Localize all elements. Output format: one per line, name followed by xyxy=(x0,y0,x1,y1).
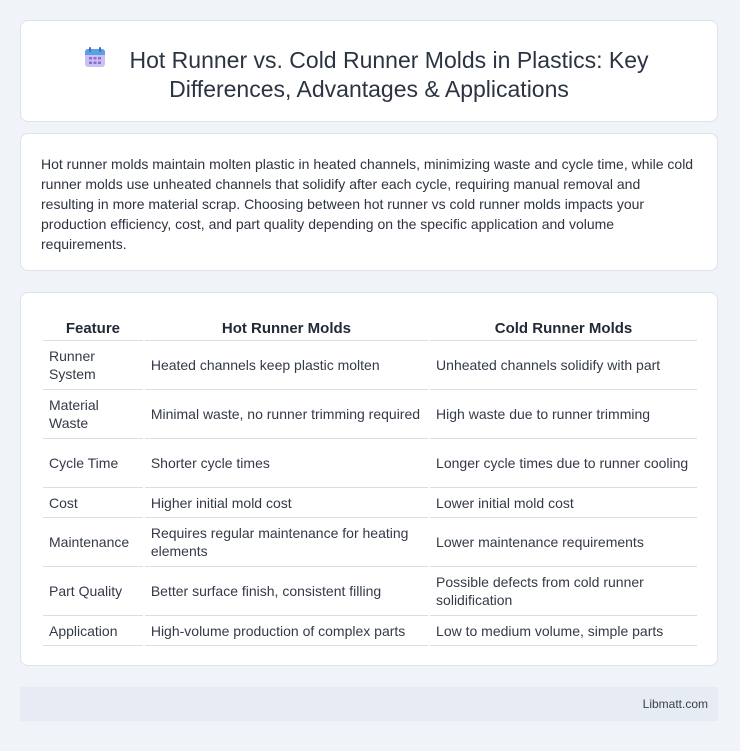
page-title-line-1: Hot Runner vs. Cold Runner Molds in Plastics: Key xyxy=(129,47,649,73)
header-hot-runner: Hot Runner Molds xyxy=(145,312,428,341)
hot-runner-cell: Requires regular maintenance for heating elements xyxy=(145,518,428,567)
footer-site-link[interactable]: Libmatt.com xyxy=(642,697,708,711)
footer-bar xyxy=(20,687,718,721)
feature-cell: Cycle Time xyxy=(43,439,143,488)
hot-runner-cell: Shorter cycle times xyxy=(145,439,428,488)
intro-paragraph: Hot runner molds maintain molten plastic in heated channels, minimizing waste and cycle time, while cold runner molds use unheated channels that solidify after each cycle, requiring manual removal and resulting in more material scrap. Choosing between hot runner vs cold runner molds impacts your production efficiency, cost, and part quality depending on the specific application and volume requirements. xyxy=(41,156,694,252)
cold-runner-cell: Lower initial mold cost xyxy=(430,488,697,518)
header-feature: Feature xyxy=(43,312,143,341)
cold-runner-cell: Low to medium volume, simple parts xyxy=(430,616,697,646)
page-title-line-2: Differences, Advantages & Applications xyxy=(169,76,569,102)
table-header-row xyxy=(43,312,697,341)
cold-runner-cell: Unheated channels solidify with part xyxy=(430,341,697,390)
page-title xyxy=(21,46,717,104)
table-row xyxy=(43,439,697,488)
table-row xyxy=(43,616,697,646)
intro-card xyxy=(20,133,718,271)
feature-cell: Material Waste xyxy=(43,390,143,439)
comparison-table-card xyxy=(20,292,718,666)
title-card xyxy=(20,20,718,122)
hot-runner-cell: Better surface finish, consistent filling xyxy=(145,567,428,616)
cold-runner-cell: High waste due to runner trimming xyxy=(430,390,697,439)
table-row xyxy=(43,390,697,439)
feature-cell: Runner System xyxy=(43,341,143,390)
feature-cell: Maintenance xyxy=(43,518,143,567)
table-row xyxy=(43,567,697,616)
header-cold-runner: Cold Runner Molds xyxy=(430,312,697,341)
table-row xyxy=(43,518,697,567)
feature-cell: Part Quality xyxy=(43,567,143,616)
comparison-table xyxy=(41,312,699,646)
cold-runner-cell: Possible defects from cold runner solidification xyxy=(430,567,697,616)
table-row xyxy=(43,341,697,390)
table-row xyxy=(43,488,697,518)
feature-cell: Cost xyxy=(43,488,143,518)
cold-runner-cell: Longer cycle times due to runner cooling xyxy=(430,439,697,488)
hot-runner-cell: High-volume production of complex parts xyxy=(145,616,428,646)
hot-runner-cell: Minimal waste, no runner trimming required xyxy=(145,390,428,439)
cold-runner-cell: Lower maintenance requirements xyxy=(430,518,697,567)
hot-runner-cell: Heated channels keep plastic molten xyxy=(145,341,428,390)
hot-runner-cell: Higher initial mold cost xyxy=(145,488,428,518)
feature-cell: Application xyxy=(43,616,143,646)
